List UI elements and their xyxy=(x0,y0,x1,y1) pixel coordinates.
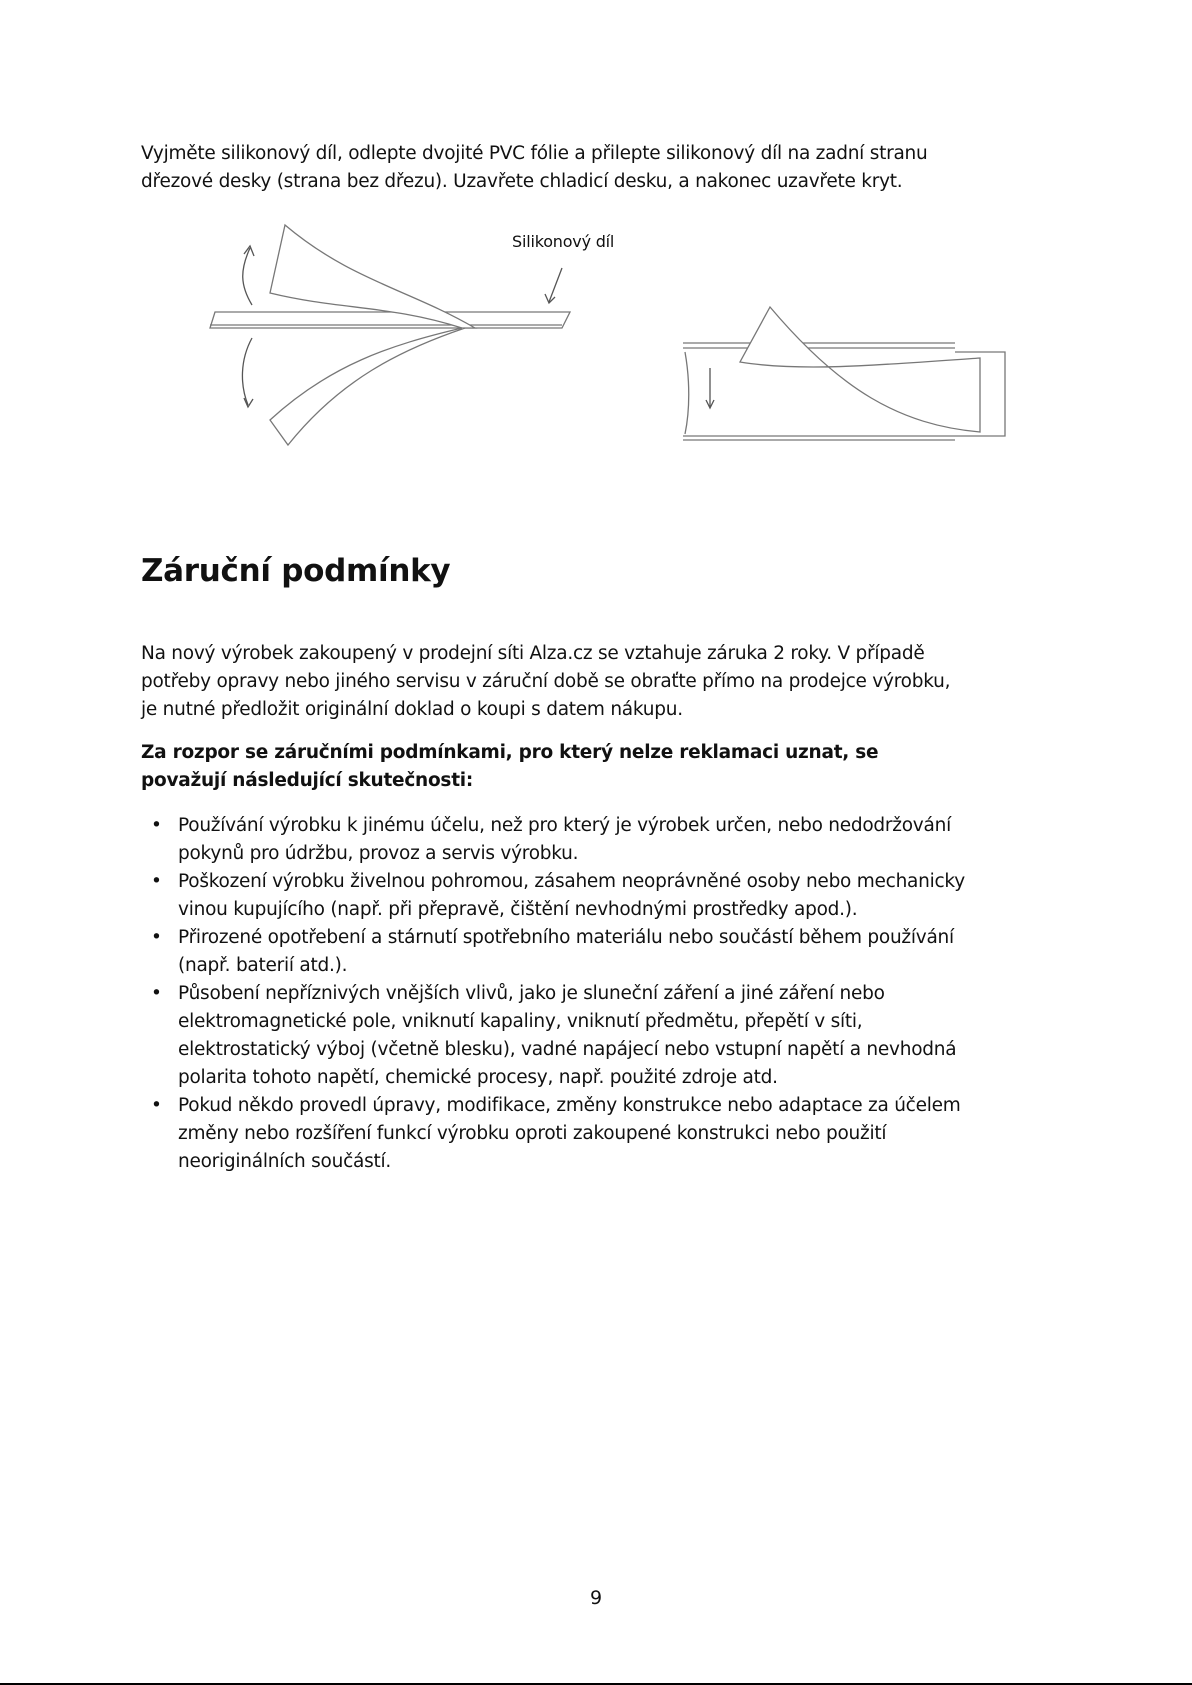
exclusions-heading xyxy=(141,739,878,795)
list-item xyxy=(141,980,965,1092)
exclusions-heading-line: Za rozpor se záručními podmínkami, pro který nelze reklamaci uznat, se xyxy=(141,742,879,763)
list-item-line: polarita tohoto napětí, chemické procesy, např. použité zdroje atd. xyxy=(178,1067,778,1088)
list-item-line: vinou kupujícího (např. při přepravě, čištění nevhodnými prostředky apod.). xyxy=(178,899,858,920)
warranty-line: Na nový výrobek zakoupený v prodejní síti Alza.cz se vztahuje záruka 2 roky. V případě xyxy=(141,643,925,664)
intro-line: dřezové desky (strana bez dřezu). Uzavřete chladicí desku, a nakonec uzavřete kryt. xyxy=(141,171,903,192)
list-item-line: • Působení nepříznivých vnějších vlivů, jako je sluneční záření a jiné záření nebo xyxy=(178,983,885,1004)
warranty-paragraph xyxy=(141,640,950,724)
list-item-line: • Poškození výrobku živelnou pohromou, zásahem neoprávněné osoby nebo mechanicky xyxy=(178,871,965,892)
exclusions-heading-line: považují následující skutečnosti: xyxy=(141,770,474,791)
list-item-line: neoriginálních součástí. xyxy=(178,1151,392,1172)
intro-line: Vyjměte silikonový díl, odlepte dvojité PVC fólie a přilepte silikonový díl na zadní stranu xyxy=(141,143,928,164)
list-item-line: • Používání výrobku k jinému účelu, než pro který je výrobek určen, nebo nedodržování xyxy=(178,815,951,836)
silicone-part-peeling-illustration xyxy=(210,225,570,445)
list-item-line: elektrostatický výboj (včetně blesku), vadné napájecí nebo vstupní napětí a nevhodná xyxy=(178,1039,957,1060)
exclusions-list xyxy=(141,812,965,1176)
list-item-line: elektromagnetické pole, vniknutí kapaliny, vniknutí předmětu, přepětí v síti, xyxy=(178,1011,863,1032)
silicone-part-label: Silikonový díl xyxy=(512,232,615,251)
list-item xyxy=(141,924,965,980)
list-item-line: změny nebo rozšíření funkcí výrobku oproti zakoupené konstrukci nebo použití xyxy=(178,1123,887,1144)
page-number: 9 xyxy=(589,1587,603,1609)
list-item xyxy=(141,812,965,868)
warranty-line: je nutné předložit originální doklad o koupi s datem nákupu. xyxy=(141,699,683,720)
list-item-line: • Pokud někdo provedl úpravy, modifikace, změny konstrukce nebo adaptace za účelem xyxy=(178,1095,961,1116)
list-item-line: (např. baterií atd.). xyxy=(178,955,348,976)
warranty-line: potřeby opravy nebo jiného servisu v záruční době se obraťte přímo na prodejce výrobku, xyxy=(141,671,951,692)
section-title: Záruční podmínky xyxy=(141,553,451,589)
list-item-line: • Přirozené opotřebení a stárnutí spotřebního materiálu nebo součástí během používání xyxy=(178,927,954,948)
intro-paragraph xyxy=(141,140,928,196)
list-item xyxy=(141,1092,965,1176)
list-item-line: pokynů pro údržbu, provoz a servis výrobku. xyxy=(178,843,579,864)
list-item xyxy=(141,868,965,924)
cooling-plate-illustration xyxy=(683,307,1005,440)
